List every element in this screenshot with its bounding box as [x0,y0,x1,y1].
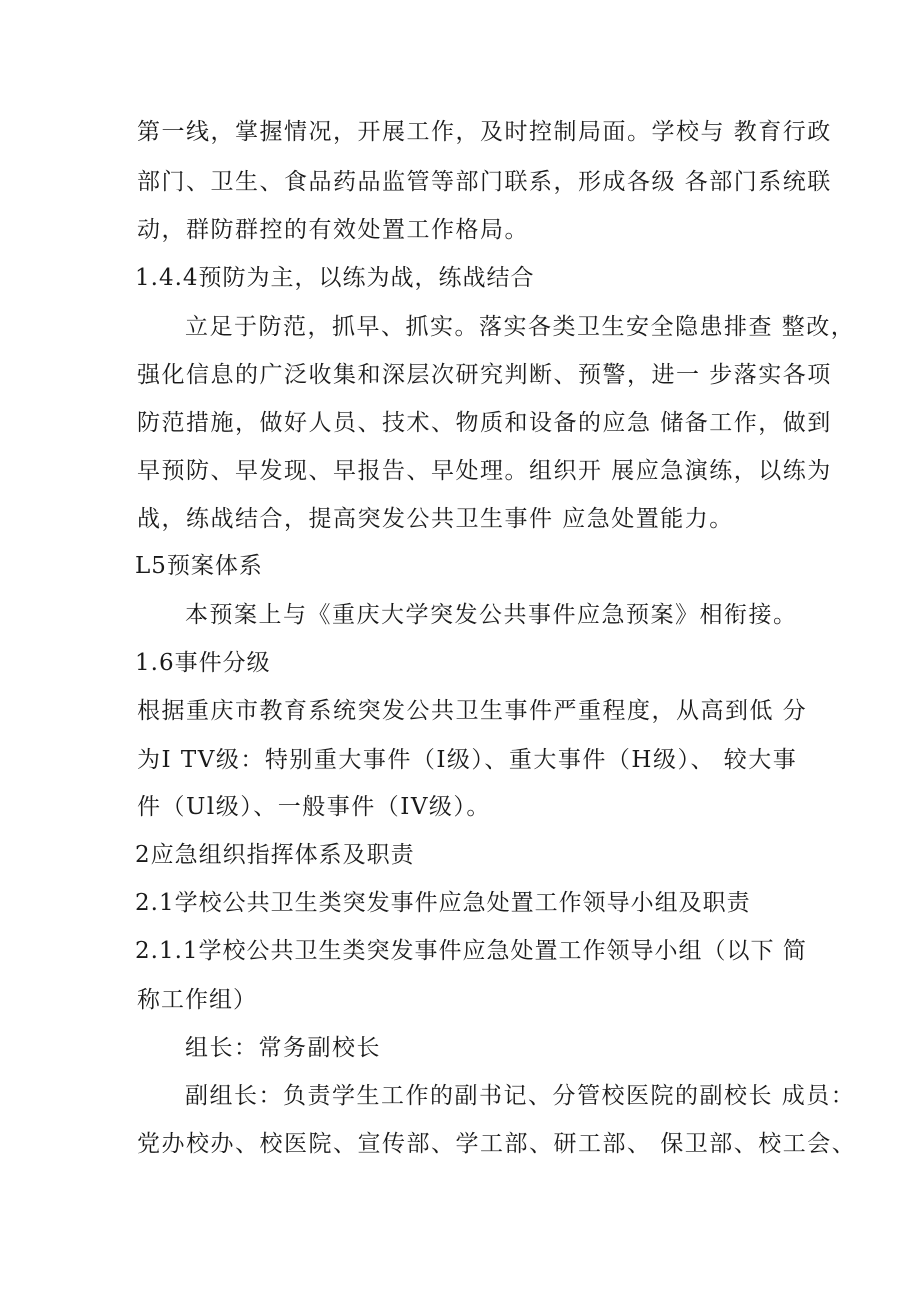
text-line: 动，群防群控的有效处置工作格局。 [137,217,529,243]
text-line: 为I TV级：特别重大事件（I级）、重大事件（H级）、 较大事 [137,747,798,773]
text-line: 副组长：负责学生工作的副书记、分管校医院的副校长 成员： [185,1083,856,1109]
text-line: 战，练战结合，提高突发公共卫生事件 应急处置能力。 [137,506,734,532]
section-heading: L5预案体系 [135,553,263,579]
text-line: 党办校办、校医院、宣传部、学工部、研工部、 保卫部、校工会、 [137,1131,857,1157]
text-line: 根据重庆市教育系统突发公共卫生事件严重程度，从高到低 分 [137,698,808,724]
section-heading: 2.1.1学校公共卫生类突发事件应急处置工作领导小组（以下 简 [135,938,807,964]
text-line: 防范措施，做好人员、技术、物质和设备的应急 储备工作，做到 [137,410,832,436]
text-line: 早预防、早发现、早报告、早处理。组织开 展应急演练，以练为 [137,458,832,484]
text-line: 本预案上与《重庆大学突发公共事件应急预案》相衔接。 [185,602,798,628]
text-line: 强化信息的广泛收集和深层次研究判断、预警，进一 步落实各项 [137,362,832,388]
text-line: 部门、卫生、食品药品监管等部门联系，形成各级 各部门系统联 [137,169,832,195]
text-line: 立足于防范，抓早、抓实。落实各类卫生安全隐患排查 整改， [185,314,856,340]
text-line: 组长：常务副校长 [185,1035,381,1061]
section-heading: 1.4.4预防为主，以练为战，练战结合 [135,265,535,291]
section-heading: 2应急组织指挥体系及职责 [135,842,415,868]
section-heading: 2.1学校公共卫生类突发事件应急处置工作领导小组及职责 [135,890,751,916]
section-heading: 1.6事件分级 [135,650,271,676]
text-line: 件（Ul级）、一般事件（IV级）。 [137,794,491,820]
text-line: 第一线，掌握情况，开展工作，及时控制局面。学校与 教育行政 [137,119,832,145]
section-heading: 称工作组） [137,987,257,1013]
